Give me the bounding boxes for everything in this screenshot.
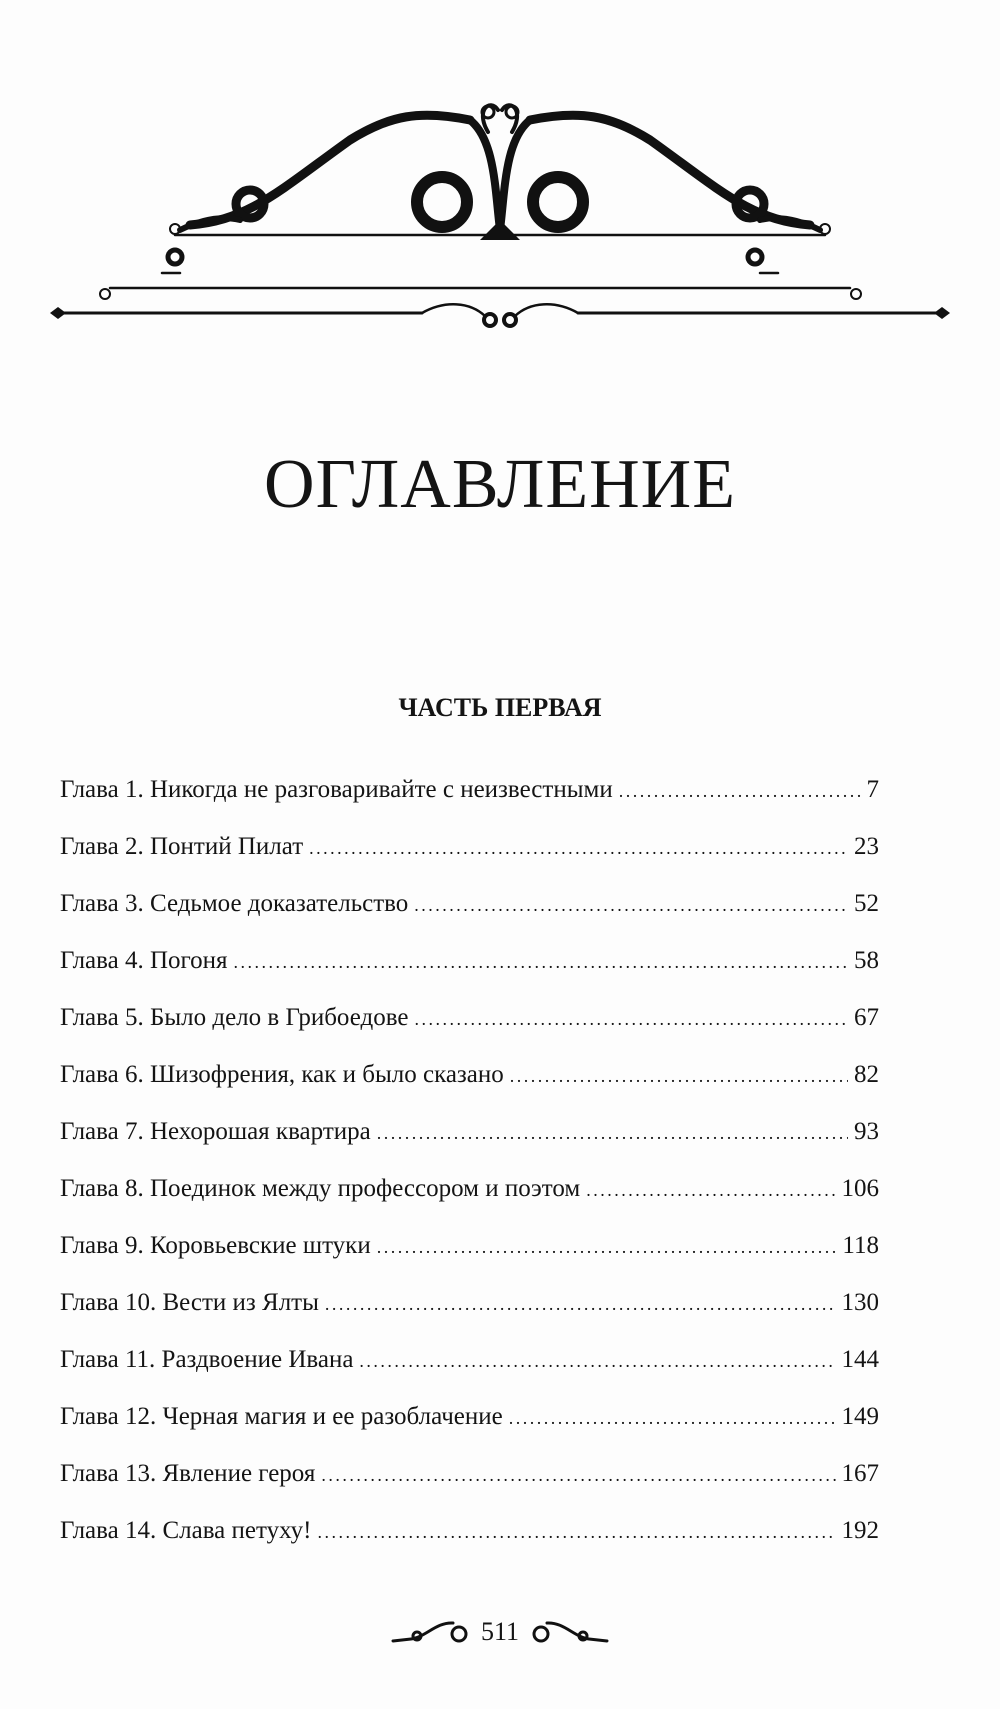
header-ornament — [50, 80, 950, 340]
toc-entry — [60, 772, 879, 829]
dot-leader — [325, 1286, 836, 1322]
chapter-title: Глава 4. Погоня — [60, 947, 228, 974]
toc-entry — [60, 1285, 879, 1342]
chapter-title: Глава 3. Седьмое доказательство — [60, 890, 409, 917]
toc-entry — [60, 1342, 879, 1399]
dot-leader — [414, 1001, 848, 1037]
dot-leader — [321, 1457, 835, 1493]
dot-leader — [359, 1343, 835, 1379]
chapter-title: Глава 6. Шизофрения, как и было сказано — [60, 1061, 504, 1088]
chapter-title: Глава 9. Коровьевские штуки — [60, 1232, 371, 1259]
dot-leader — [586, 1172, 835, 1208]
chapter-title: Глава 14. Слава петуху! — [60, 1517, 312, 1544]
page-title: ОГЛАВЛЕНИЕ — [264, 446, 736, 523]
chapter-title: Глава 11. Раздвоение Ивана — [60, 1346, 354, 1373]
chapter-page: 106 — [841, 1175, 879, 1202]
chapter-page: 67 — [854, 1004, 879, 1031]
toc-entry — [60, 943, 879, 1000]
chapter-title: Глава 7. Нехорошая квартира — [60, 1118, 371, 1145]
toc-entry — [60, 1057, 879, 1114]
chapter-title: Глава 12. Черная магия и ее разоблачение — [60, 1403, 503, 1430]
chapter-page: 93 — [854, 1118, 879, 1145]
chapter-page: 149 — [841, 1403, 879, 1430]
toc-entry — [60, 1399, 879, 1456]
chapter-title: Глава 10. Вести из Ялты — [60, 1289, 319, 1316]
chapter-page: 7 — [866, 776, 879, 803]
chapter-page: 144 — [841, 1346, 879, 1373]
dot-leader — [377, 1115, 848, 1151]
dot-leader — [510, 1058, 848, 1094]
table-of-contents — [60, 772, 879, 1570]
dot-leader — [317, 1514, 835, 1550]
toc-entry — [60, 1000, 879, 1057]
chapter-page: 82 — [854, 1061, 879, 1088]
part-heading: ЧАСТЬ ПЕРВАЯ — [398, 693, 602, 722]
dot-leader — [377, 1229, 837, 1265]
chapter-page: 118 — [842, 1232, 879, 1259]
toc-entry — [60, 1171, 879, 1228]
chapter-page: 130 — [841, 1289, 879, 1316]
toc-entry — [60, 886, 879, 943]
chapter-page: 23 — [854, 833, 879, 860]
toc-entry — [60, 1513, 879, 1570]
chapter-page: 58 — [854, 947, 879, 974]
left-flourish-icon — [391, 1617, 471, 1647]
toc-entry — [60, 1114, 879, 1171]
page-footer — [0, 1612, 1000, 1652]
chapter-title: Глава 2. Понтий Пилат — [60, 833, 304, 860]
chapter-page: 167 — [841, 1460, 879, 1487]
toc-entry — [60, 829, 879, 886]
dot-leader — [234, 944, 848, 980]
chapter-page: 192 — [841, 1517, 879, 1544]
dot-leader — [509, 1400, 836, 1436]
dot-leader — [309, 830, 848, 866]
page-number: 511 — [480, 1617, 520, 1646]
chapter-title: Глава 13. Явление героя — [60, 1460, 316, 1487]
dot-leader — [414, 887, 848, 923]
dot-leader — [619, 773, 861, 809]
toc-entry — [60, 1228, 879, 1285]
chapter-page: 52 — [854, 890, 879, 917]
right-flourish-icon — [529, 1617, 609, 1647]
chapter-title: Глава 1. Никогда не разговаривайте с неизвестными — [60, 776, 613, 803]
chapter-title: Глава 8. Поединок между профессором и поэтом — [60, 1175, 581, 1202]
chapter-title: Глава 5. Было дело в Грибоедове — [60, 1004, 409, 1031]
toc-entry — [60, 1456, 879, 1513]
